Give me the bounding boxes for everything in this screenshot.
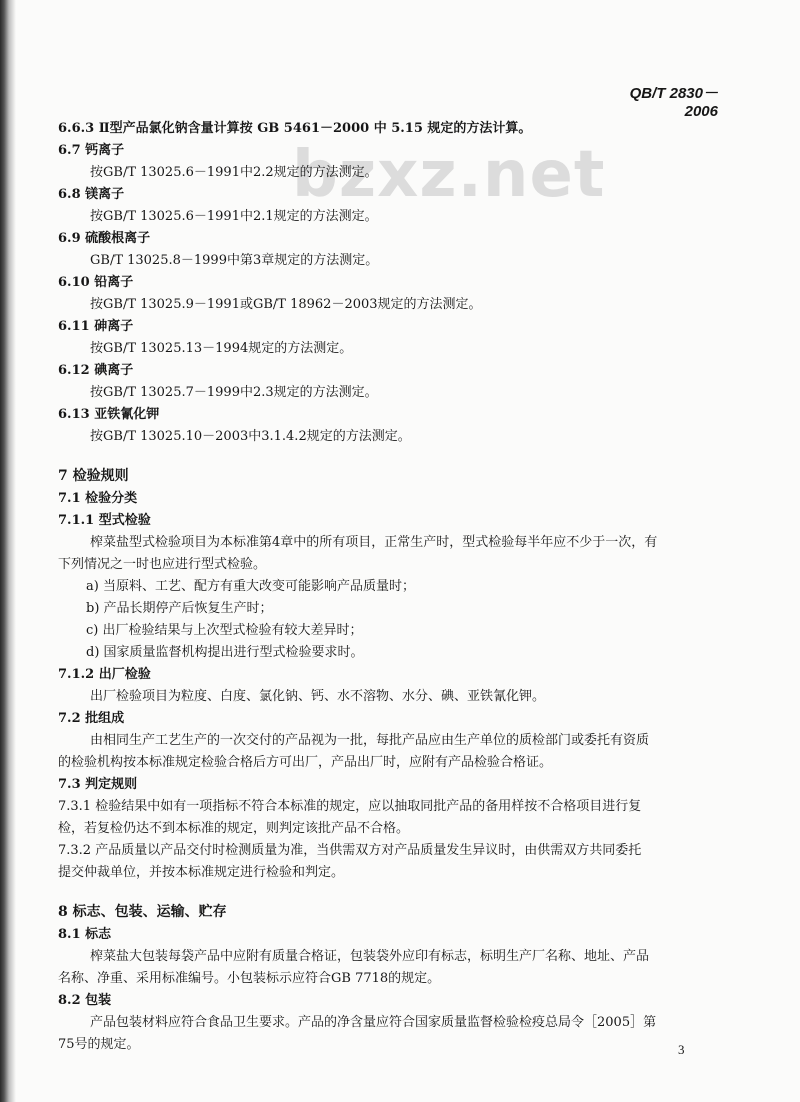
paragraph-line: 7.3.1 检验结果中如有一项指标不符合本标准的规定，应以抽取同批产品的备用样按不合格项目进行复 (58, 799, 642, 814)
paragraph-line: 的检验机构按本标准规定检验合格后方可出厂，产品出厂时，应附有产品检验合格证。 (58, 755, 553, 770)
clause-heading: 6.9 硫酸根离子 (58, 231, 151, 246)
paragraph-line: 按GB/T 13025.6－1991中2.1规定的方法测定。 (90, 209, 378, 224)
paragraph-line: 按GB/T 13025.10－2003中3.1.4.2规定的方法测定。 (90, 429, 411, 444)
paragraph-line: 下列情况之一时也应进行型式检验。 (58, 557, 267, 572)
clause-heading: 6.12 碘离子 (58, 363, 134, 378)
chapter-heading: 8 标志、包装、运输、贮存 (58, 904, 227, 920)
paragraph-line: 7.3.2 产品质量以产品交付时检测质量为准，当供需双方对产品质量发生异议时，由供需双方共同委托 (58, 843, 642, 858)
watermark: bzxz.net (292, 138, 606, 212)
standard-code: QB/T 2830－2006 (629, 85, 718, 120)
clause-heading: 7.1.2 出厂检验 (58, 667, 151, 682)
paragraph-line: 75号的规定。 (58, 1037, 140, 1052)
paragraph-line: 提交仲裁单位，并按本标准规定进行检验和判定。 (58, 865, 345, 880)
paragraph-line: 榨菜盐型式检验项目为本标准第4章中的所有项目，正常生产时，型式检验每半年应不少于一次，有 (90, 535, 658, 550)
paragraph-line: 检，若复检仍达不到本标准的规定，则判定该批产品不合格。 (58, 821, 410, 836)
clause-heading: 6.13 亚铁氰化钾 (58, 407, 160, 422)
paragraph-line: d) 国家质量监督机构提出进行型式检验要求时。 (86, 645, 364, 660)
paragraph-line: 出厂检验项目为粒度、白度、氯化钠、钙、水不溶物、水分、碘、亚铁氰化钾。 (90, 689, 546, 704)
paragraph-line: 按GB/T 13025.13－1994规定的方法测定。 (90, 341, 353, 356)
document-body (58, 118, 722, 1056)
clause-heading: 6.7 钙离子 (58, 143, 125, 158)
clause-heading: 6.6.3 Ⅱ型产品氯化钠含量计算按 GB 5461－2000 中 5.15 规定的方法计算。 (58, 121, 532, 136)
paragraph-line: 按GB/T 13025.6－1991中2.2规定的方法测定。 (90, 165, 378, 180)
paragraph-line: a) 当原料、工艺、配方有重大改变可能影响产品质量时； (86, 579, 415, 594)
clause-heading: 8.2 包装 (58, 993, 112, 1008)
page-number: 3 (678, 1042, 685, 1057)
paragraph-line: b) 产品长期停产后恢复生产时； (86, 601, 273, 616)
paragraph-line: c) 出厂检验结果与上次型式检验有较大差异时； (86, 623, 363, 638)
clause-heading: 6.10 铅离子 (58, 275, 134, 290)
paragraph-line: 榨菜盐大包装每袋产品中应附有质量合格证，包装袋外应印有标志，标明生产厂名称、地址、产品 (90, 949, 650, 964)
clause-heading: 6.8 镁离子 (58, 187, 125, 202)
clause-heading: 7.3 判定规则 (58, 777, 138, 792)
paragraph-line: 由相同生产工艺生产的一次交付的产品视为一批，每批产品应由生产单位的质检部门或委托有资质 (90, 733, 650, 748)
paragraph-line: 产品包装材料应符合食品卫生要求。产品的净含量应符合国家质量监督检验检疫总局令［2005］第 (90, 1015, 657, 1030)
clause-heading: 7.1.1 型式检验 (58, 513, 151, 528)
paragraph-line: 按GB/T 13025.7－1999中2.3规定的方法测定。 (90, 385, 378, 400)
chapter-heading: 7 检验规则 (58, 468, 129, 484)
clause-heading: 8.1 标志 (58, 927, 112, 942)
paragraph-line: 名称、净重、采用标准编号。小包装标示应符合GB 7718的规定。 (58, 971, 441, 986)
scan-binding-edge (0, 0, 16, 1102)
clause-heading: 7.1 检验分类 (58, 491, 138, 506)
paragraph-line: 按GB/T 13025.9－1991或GB/T 18962－2003规定的方法测定。 (90, 297, 482, 312)
clause-heading: 6.11 砷离子 (58, 319, 134, 334)
paragraph-line: GB/T 13025.8－1999中第3章规定的方法测定。 (90, 253, 379, 268)
clause-heading: 7.2 批组成 (58, 711, 125, 726)
